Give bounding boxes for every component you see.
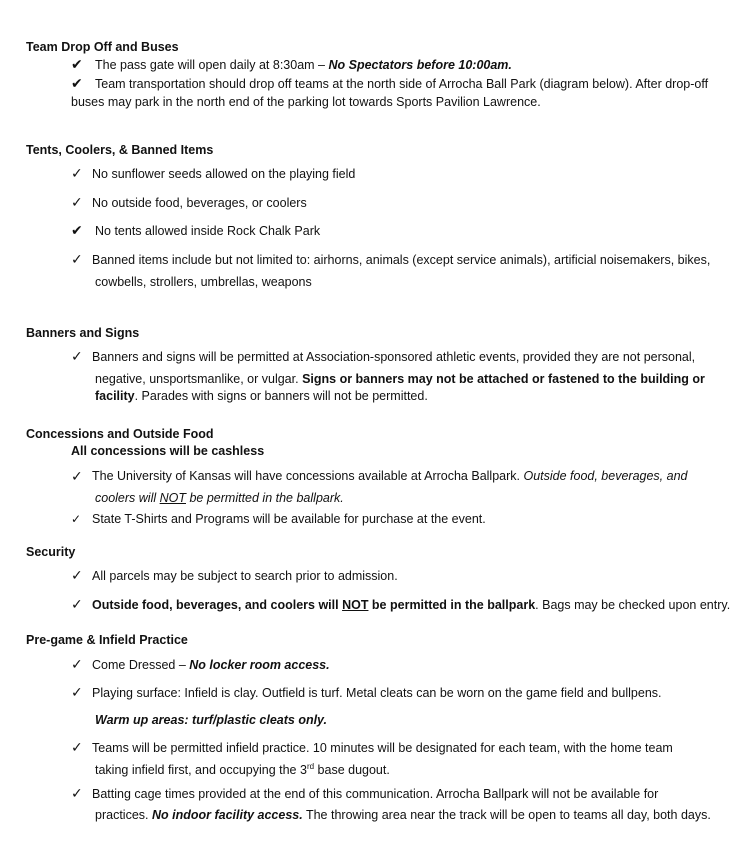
check-icon: ✓ [71, 194, 83, 210]
pregame-item-4-text-2: The throwing area near the track will be open to teams all day, both days. [302, 808, 711, 822]
check-icon: ✓ [71, 656, 83, 672]
banners-line-3 [95, 389, 428, 404]
banners-line-2-emphasis: Signs or banners may not be attached or fastened to the building or [302, 372, 705, 386]
pregame-item-3-text: taking infield first, and occupying the 3 [95, 763, 307, 777]
check-icon: ✔ [71, 56, 83, 72]
heading-team-drop-off: Team Drop Off and Buses [26, 40, 179, 54]
check-icon: ✓ [71, 684, 83, 700]
pregame-item-2: Playing surface: Infield is clay. Outfield is turf. Metal cleats can be worn on the game field and bullpens. [92, 686, 662, 700]
check-icon: ✔ [71, 75, 83, 91]
security-item-2-emphasis-2: be permitted in the ballpark [368, 598, 536, 612]
security-item-2-text: . Bags may be checked upon entry. [535, 598, 731, 612]
check-icon: ✔ [71, 222, 83, 238]
tents-item-3: No tents allowed inside Rock Chalk Park [95, 224, 321, 238]
concessions-item-2: State T-Shirts and Programs will be available for purchase at the event. [92, 512, 486, 526]
pregame-item-4-text: practices. [95, 808, 152, 822]
banners-line-2 [95, 372, 705, 387]
concessions-item-1-italic: Outside food, beverages, and [523, 469, 688, 483]
banners-line-3-emphasis: facility [95, 389, 135, 403]
security-item-1: All parcels may be subject to search prior to admission. [92, 569, 398, 583]
pregame-item-4-line-2 [95, 808, 711, 823]
drop-item-2-line-2: buses may park in the north end of the parking lot towards Sports Pavilion Lawrence. [71, 95, 541, 109]
concessions-item-1-italic-2: coolers will [95, 491, 160, 505]
pregame-item-4-emphasis: No indoor facility access. [151, 808, 303, 822]
concessions-subheading: All concessions will be cashless [71, 444, 265, 458]
concessions-item-1-line-2 [95, 491, 344, 506]
tents-item-2: No outside food, beverages, or coolers [92, 196, 307, 210]
security-item-2-underline: NOT [342, 598, 369, 612]
heading-pregame: Pre-game & Infield Practice [26, 633, 188, 647]
check-icon: ✓ [71, 251, 83, 267]
pregame-item-1-text: Come Dressed – [92, 658, 190, 672]
drop-item-2-line-1: Team transportation should drop off teams at the north side of Arrocha Ball Park (diagram below). After drop-off [95, 77, 709, 91]
heading-concessions: Concessions and Outside Food [26, 427, 214, 441]
concessions-item-1-underline: NOT [159, 491, 186, 505]
pregame-item-4-line-1: Batting cage times provided at the end of this communication. Arrocha Ballpark will not be available for [92, 787, 659, 801]
check-icon: ✓ [71, 739, 83, 755]
pregame-item-3-line-1: Teams will be permitted infield practice. 10 minutes will be designated for each team, with the home team [92, 741, 673, 755]
check-icon: ✓ [71, 348, 83, 364]
pregame-item-1 [92, 658, 330, 673]
pregame-item-3-line-2 [95, 763, 390, 778]
drop-item-1-text: The pass gate will open daily at 8:30am – [95, 58, 329, 72]
check-icon: ✓ [71, 468, 83, 484]
check-icon: ✓ [71, 596, 83, 612]
heading-banners-signs: Banners and Signs [26, 326, 140, 340]
tents-item-4-line-1: Banned items include but not limited to: airhorns, animals (except service animals), artificial noisemakers, bikes, [92, 253, 711, 267]
tents-item-1: No sunflower seeds allowed on the playing field [92, 167, 356, 181]
check-icon: ✓ [71, 567, 83, 583]
check-icon: ✓ [71, 165, 83, 181]
check-icon: ✓ [71, 785, 83, 801]
concessions-item-1-line-1 [92, 469, 687, 484]
drop-item-1 [95, 58, 512, 73]
security-item-2-emphasis: Outside food, beverages, and coolers will [92, 598, 343, 612]
pregame-item-3-superscript: rd [306, 761, 315, 771]
pregame-item-3-text-2: base dugout. [314, 763, 390, 777]
concessions-item-1-text: The University of Kansas will have concessions available at Arrocha Ballpark. [92, 469, 524, 483]
banners-line-2-text: negative, unsportsmanlike, or vulgar. [95, 372, 303, 386]
pregame-item-1-emphasis: No locker room access. [189, 658, 330, 672]
tents-item-4-line-2: cowbells, strollers, umbrellas, weapons [95, 275, 312, 289]
check-icon: ✓ [71, 512, 82, 526]
security-item-2 [92, 598, 730, 613]
heading-tents-coolers: Tents, Coolers, & Banned Items [26, 143, 214, 157]
drop-item-1-emphasis: No Spectators before 10:00am. [328, 58, 512, 72]
heading-security: Security [26, 545, 76, 559]
banners-line-1: Banners and signs will be permitted at Association-sponsored athletic events, provided they are not personal, [92, 350, 696, 364]
banners-line-3-text: . Parades with signs or banners will not be permitted. [134, 389, 428, 403]
pregame-item-2-note: Warm up areas: turf/plastic cleats only. [95, 713, 328, 727]
concessions-item-1-italic-3: be permitted in the ballpark. [186, 491, 344, 505]
